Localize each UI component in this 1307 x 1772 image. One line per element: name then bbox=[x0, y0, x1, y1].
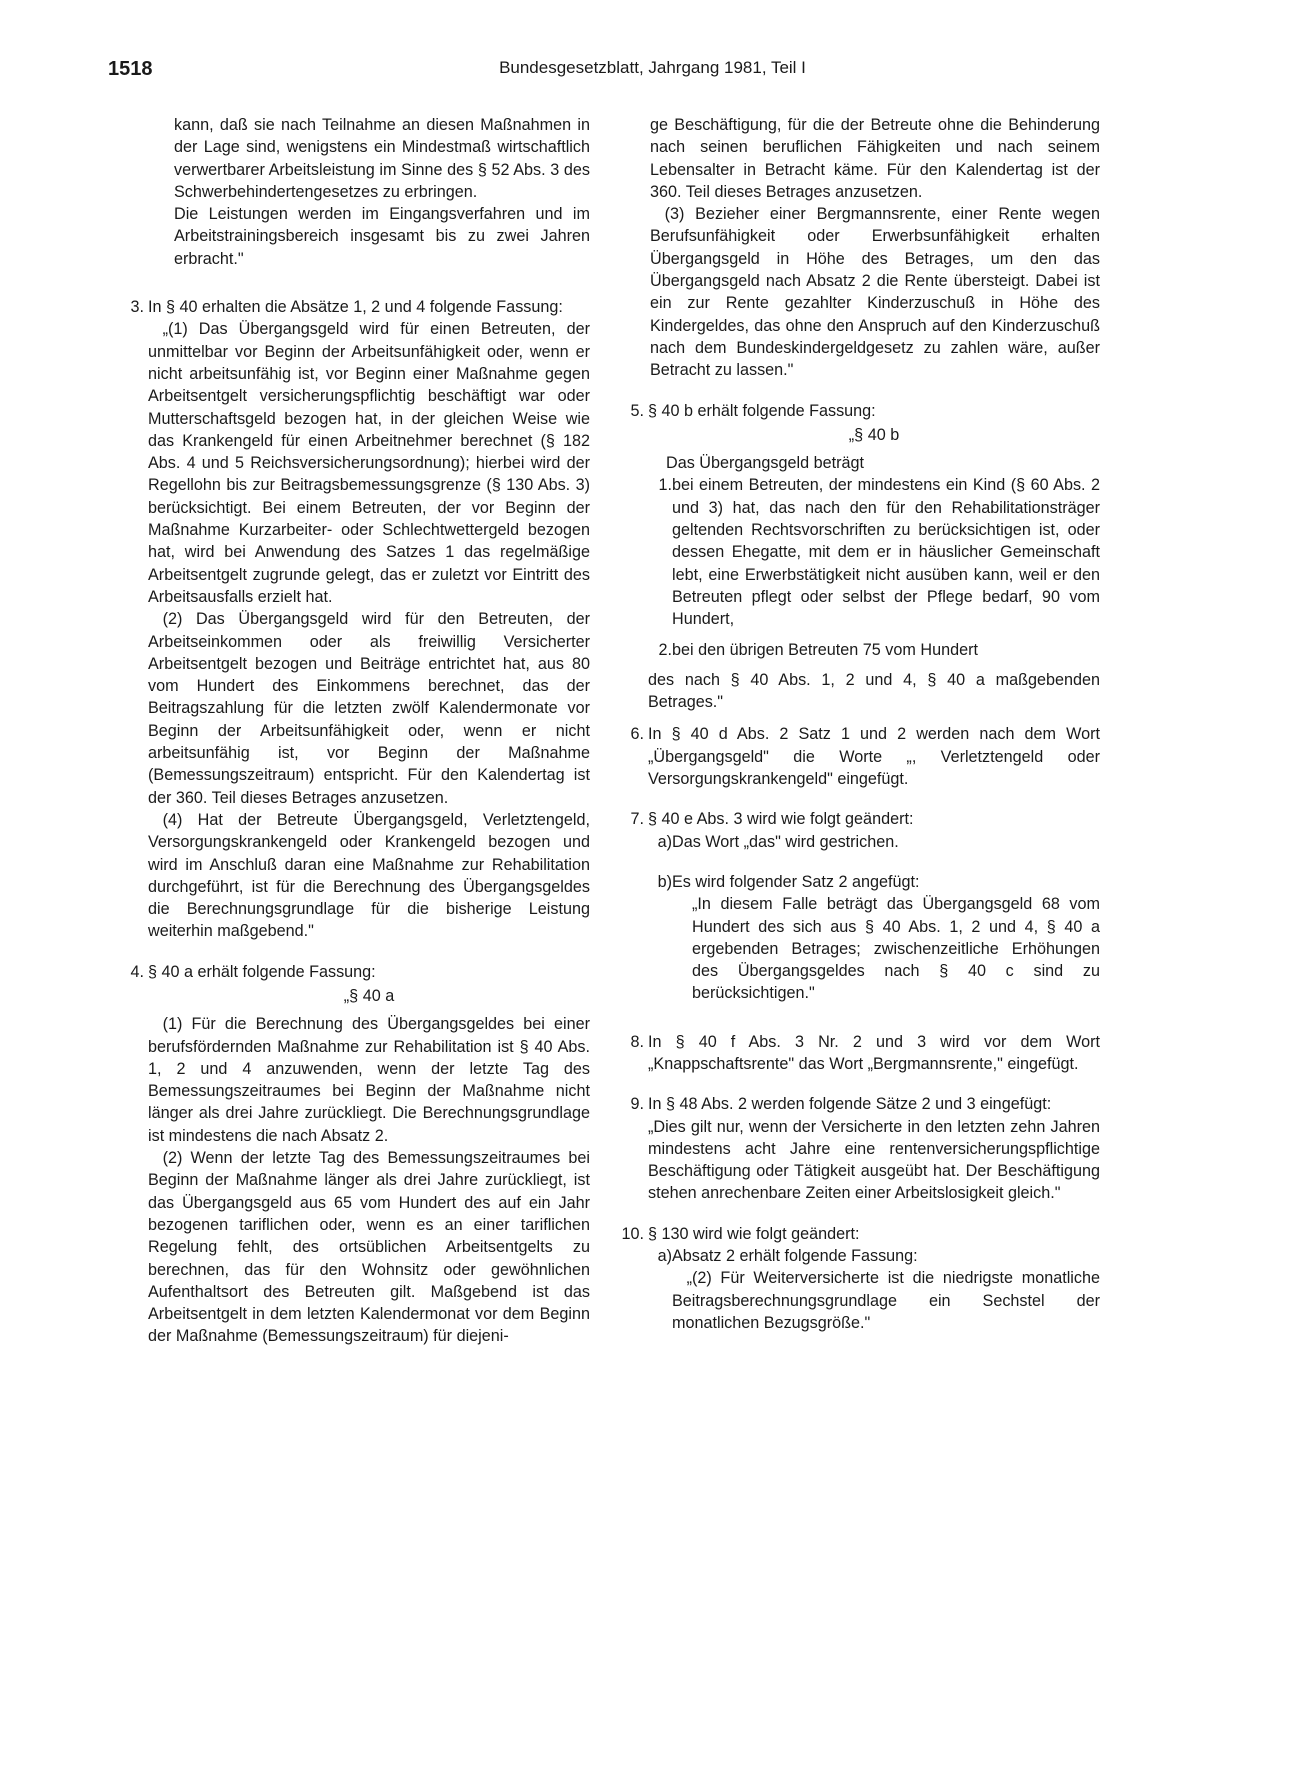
paragraph: ge Beschäftigung, für die der Betreute ohne die Behinderung nach seinen beruflichen Fähigkeiten und nach seinem Lebensalter in Betracht käme. Für den Kalendertag ist der 360. Teil dieses Betrages anzusetzen. bbox=[650, 116, 1100, 201]
running-title: Bundesgesetzblatt, Jahrgang 1981, Teil I bbox=[499, 58, 806, 77]
sub-item-number: 2. bbox=[658, 640, 672, 659]
page-number: 1518 bbox=[108, 58, 153, 80]
sub-item bbox=[648, 639, 1100, 661]
sub-item bbox=[648, 831, 1100, 853]
paragraph: (2) Wenn der letzte Tag des Bemessungszeitraumes bei Beginn der Maßnahme länger als drei Jahre zurückliegt, ist das Übergangsgeld aus 65 vom Hundert des auf ein Jahr bezogenen tariflichen oder, wenn es an einer tariflichen Regelung fehlt, des ortsüblichen Arbeitsentgelts zu berechnen, das für den Wohnsitz oder gewöhnlichen Aufenthaltsort des Betreuten gilt. Maßgebend ist das Arbeitsentgelt in dem letzten Kalendermonat vor dem Beginn der Maßnahme (Bemessungszeitraum) für diejeni- bbox=[148, 1149, 590, 1346]
sub-item-number: b) bbox=[657, 872, 672, 891]
paragraph: In § 40 d Abs. 2 Satz 1 und 2 werden nach dem Wort „Übergangsgeld" die Worte „, Verletztengeld oder Versorgungskrankengeld" eingefügt. bbox=[648, 725, 1100, 789]
item-number: 6. bbox=[630, 725, 644, 744]
paragraph: bei den übrigen Betreuten 75 vom Hundert bbox=[672, 640, 978, 659]
paragraph: kann, daß sie nach Teilnahme an diesen Maßnahmen in der Lage sind, wenigstens ein Mindestmaß wirtschaftlich verwertbarer Arbeitsleistung im Sinne des § 52 Abs. 3 des Schwerbehindertengesetzes zu erbringen. bbox=[174, 116, 590, 201]
sub-item bbox=[648, 871, 1100, 1005]
paragraph: Die Leistungen werden im Eingangsverfahren und im Arbeitstrainingsbereich insgesamt bis zu zwei Jahren erbracht." bbox=[174, 205, 590, 268]
paragraph: § 40 a erhält folgende Fassung: bbox=[148, 962, 376, 981]
paragraph: § 40 b erhält folgende Fassung: bbox=[648, 401, 876, 420]
paragraph: des nach § 40 Abs. 1, 2 und 4, § 40 a maßgebenden Betrages." bbox=[648, 670, 1100, 712]
paragraph: Das Übergangsgeld beträgt bbox=[666, 454, 864, 473]
paragraph: § 130 wird wie folgt geändert: bbox=[648, 1224, 860, 1243]
paragraph: In § 40 erhalten die Absätze 1, 2 und 4 folgende Fassung: bbox=[148, 298, 563, 317]
item-number: 4. bbox=[130, 962, 144, 981]
item-number: 3. bbox=[130, 298, 144, 317]
list-item-5 bbox=[620, 400, 1100, 714]
page-header bbox=[108, 58, 1197, 88]
list-item-8 bbox=[620, 1031, 1100, 1076]
left-column bbox=[120, 114, 590, 1348]
paragraph: Es wird folgender Satz 2 angefügt: bbox=[672, 872, 920, 891]
quote: „(2) Für Weiterversicherte ist die niedrigste monatliche Beitragsberechnungsgrundlage ein Sechstel der monatlichen Bezugsgröße." bbox=[672, 1269, 1100, 1332]
list-item-7 bbox=[620, 808, 1100, 1004]
list-item-4 bbox=[120, 961, 590, 1348]
paragraph: Das Wort „das" wird gestrichen. bbox=[672, 832, 899, 851]
paragraph: „(1) Das Übergangsgeld wird für einen Betreuten, der unmittelbar vor Beginn der Arbeitsunfähigkeit oder, wenn er nicht arbeitsunfähig ist, vor Beginn einer Maßnahme gegen Arbeitsentgelt versicherungspflichtig beschäftigt war oder Mutterschaftsgeld bezogen hat, in der gleichen Weise wie das Krankengeld für einen Arbeitnehmer berechnet (§ 182 Abs. 4 und 5 Reichsversicherungsordnung); hierbei wird der Regellohn bis zur Beitragsbemessungsgrenze (§ 130 Abs. 3) berücksichtigt. Bei einem Betreuten, der vor Beginn der Maßnahme Kurzarbeiter- oder Schlechtwettergeld bezogen hat, wird bei Anwendung des Satzes 1 das regelmäßige Arbeitsentgelt zugrunde gelegt, das er zuletzt vor Eintritt des Arbeitsausfalls erzielt hat. bbox=[148, 320, 590, 606]
item-number: 10. bbox=[621, 1224, 644, 1243]
paragraph: (4) Hat der Betreute Übergangsgeld, Verletztengeld, Versorgungskrankengeld oder Krankengeld bezogen und wird im Anschluß daran eine Maßnahme zur Rehabilitation durchgeführt, ist für die Berechnung des Übergangsgeldes die Berechnungsgrundlage für die bisherige Leistung weiterhin maßgebend." bbox=[148, 810, 590, 941]
sub-item bbox=[648, 474, 1100, 630]
paragraph: § 40 e Abs. 3 wird wie folgt geändert: bbox=[648, 810, 914, 829]
item-number: 9. bbox=[630, 1095, 644, 1114]
item-number: 5. bbox=[630, 401, 644, 420]
quote: „In diesem Falle beträgt das Übergangsgeld 68 vom Hundert des sich aus § 40 Abs. 1, 2 und 4, § 40 a ergebenden Betrages; zwischenzeitliche Erhöhungen des Übergangsgeldes nach § 40 c sind zu berücksichtigen." bbox=[692, 895, 1100, 1003]
section-heading: „§ 40 b bbox=[848, 425, 900, 444]
section-heading: „§ 40 a bbox=[343, 986, 395, 1005]
quote: „Dies gilt nur, wenn der Versicherte in den letzten zehn Jahren mindestens acht Jahre eine rentenversicherungspflichtige Beschäftigung oder Tätigkeit ausgeübt hat. Der Beschäftigung stehen anrechenbare Zeiten einer Arbeitslosigkeit gleich." bbox=[648, 1117, 1100, 1203]
paragraph: In § 48 Abs. 2 werden folgende Sätze 2 und 3 eingefügt: bbox=[648, 1095, 1052, 1114]
list-item-3 bbox=[120, 296, 590, 943]
list-item-10 bbox=[620, 1223, 1100, 1334]
sub-item-number: 1. bbox=[658, 476, 672, 495]
paragraph: bei einem Betreuten, der mindestens ein Kind (§ 60 Abs. 2 und 3) hat, das nach den für den Rehabilitationsträger geltenden Rechtsvorschriften zu berücksichtigen ist, oder dessen Ehegatte, mit dem er in häuslicher Gemeinschaft lebt, eine Erwerbstätigkeit nicht ausüben kann, weil er den Betreuten pflegt oder selbst der Pflege bedarf, 90 vom Hundert, bbox=[672, 476, 1100, 629]
sub-item bbox=[648, 1245, 1100, 1334]
list-item-6 bbox=[620, 723, 1100, 790]
item-number: 8. bbox=[630, 1032, 644, 1051]
item-number: 7. bbox=[630, 810, 644, 829]
paragraph: Absatz 2 erhält folgende Fassung: bbox=[672, 1247, 918, 1266]
right-column bbox=[620, 114, 1100, 1334]
sub-item-number: a) bbox=[657, 1247, 672, 1266]
sub-item-number: a) bbox=[657, 832, 672, 851]
paragraph: (3) Bezieher einer Bergmannsrente, einer Rente wegen Berufsunfähigkeit oder Erwerbsunfähigkeit erhalten Übergangsgeld in Höhe des Betrages, um den das Übergangsgeld nach Absatz 2 die Rente übersteigt. Dabei ist ein zur Rente gezahlter Kinderzuschuß in Höhe des Kindergeldes, das ohne den Anspruch auf den Kinderzuschuß nach dem Bundeskindergeldgesetz zu zahlen wäre, außer Betracht zu lassen." bbox=[650, 205, 1100, 380]
list-item-9 bbox=[620, 1093, 1100, 1204]
paragraph: (1) Für die Berechnung des Übergangsgeldes bei einer berufsfördernden Maßnahme zur Rehabilitation ist § 40 Abs. 1, 2 und 4 anzuwenden, wenn der letzte Tag des Bemessungszeitraumes bei Beginn der Maßnahme nicht länger als drei Jahre zurückliegt. Die Berechnungsgrundlage ist mindestens die nach Absatz 2. bbox=[148, 1015, 590, 1145]
paragraph: (2) Das Übergangsgeld wird für den Betreuten, der Arbeitseinkommen oder als freiwillig Versicherter Arbeitsentgelt bezogen und Beiträge entrichtet hat, aus 80 vom Hundert des Einkommens berechnet, das der Beitragszahlung für die letzten zwölf Kalendermonate vor Beginn der Arbeitsunfähigkeit oder, wenn er nicht arbeitsunfähig ist, vor Beginn der Maßnahme (Bemessungszeitraum) entspricht. Für den Kalendertag ist der 360. Teil dieses Betrages anzusetzen. bbox=[148, 610, 590, 807]
paragraph: In § 40 f Abs. 3 Nr. 2 und 3 wird vor dem Wort „Knappschaftsrente" das Wort „Bergmannsrente," eingefügt. bbox=[648, 1032, 1100, 1073]
